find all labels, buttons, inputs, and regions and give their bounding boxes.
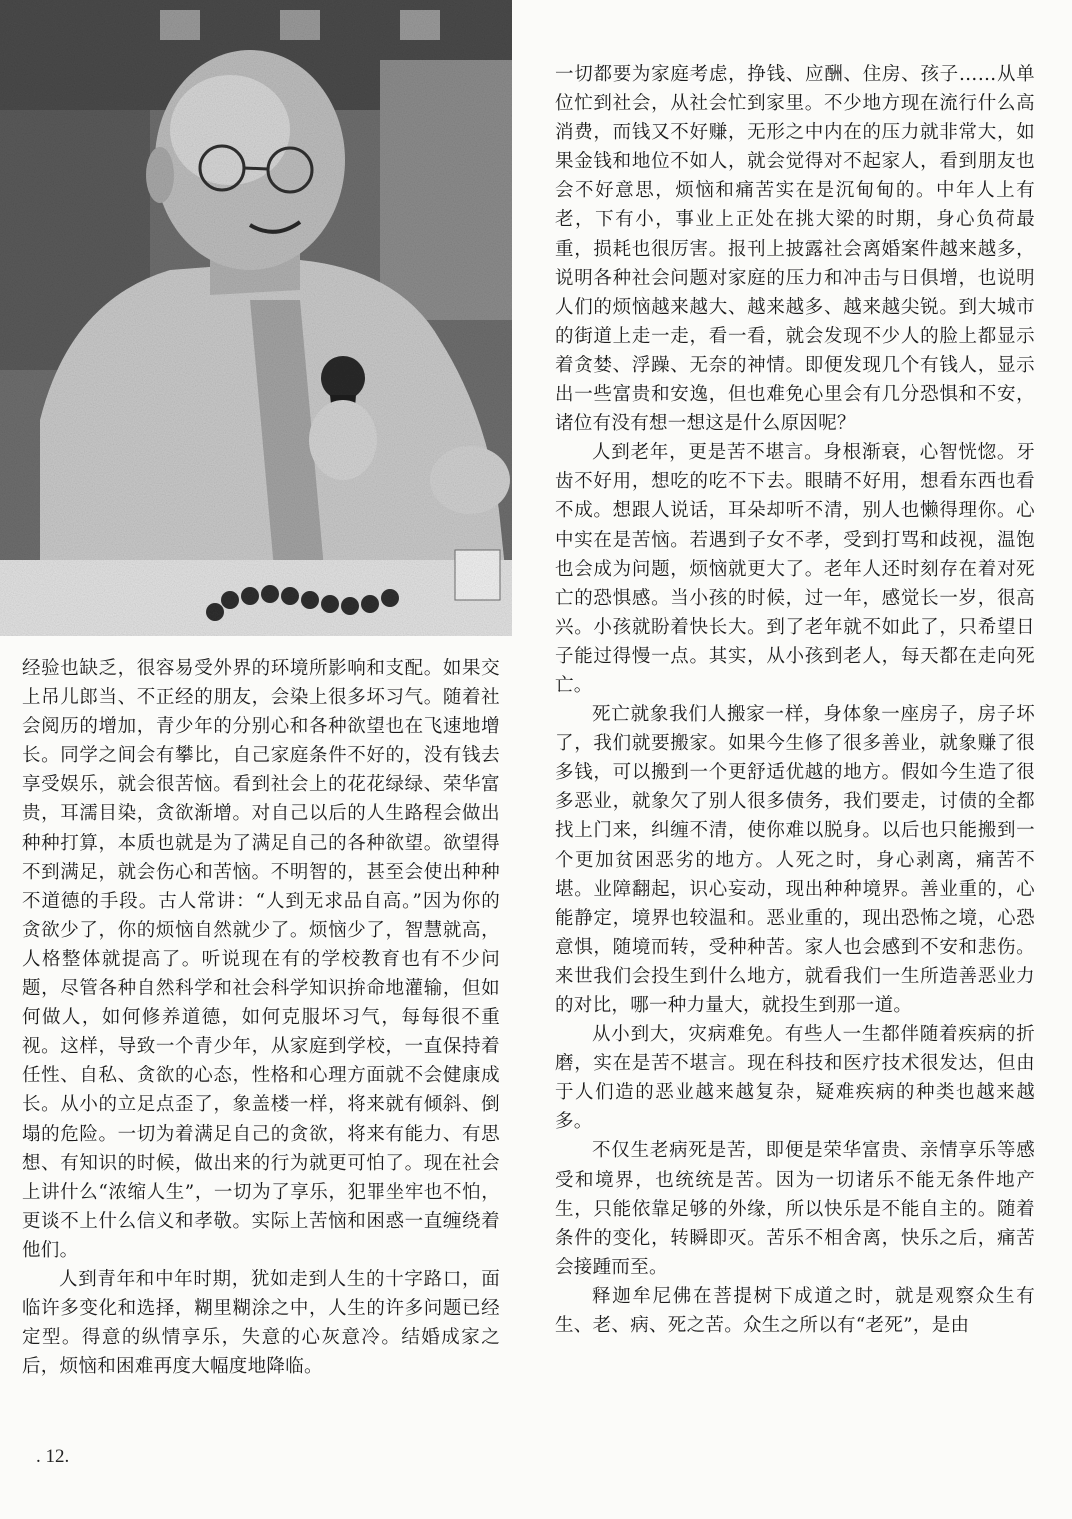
- right-paragraph-5: 不仅生老病死是苦，即便是荣华富贵、亲情享乐等感受和境界，也统统是苦。因为一切诸乐不能无条件地产生，只能依靠足够的外缘，所以快乐是不能自主的。随着条件的变化，转瞬即灭。苦乐不相舍离，快乐之后，痛苦会接踵而至。: [555, 1140, 1035, 1278]
- right-paragraph-4: 从小到大，灾病难免。有些人一生都伴随着疾病的折磨，实在是苦不堪言。现在科技和医疗技术很发达，但由于人们造的恶业越来越复杂，疑难疾病的种类也越来越多。: [555, 1024, 1035, 1133]
- left-column: [22, 654, 500, 1381]
- left-paragraph-2: 人到青年和中年时期，犹如走到人生的十字路口，面临许多变化和选择，糊里糊涂之中，人生的许多问题已经定型。得意的纵情享乐，失意的心灰意冷。结婚成家之后，烦恼和困难再度大幅度地降临。: [22, 1268, 500, 1378]
- right-paragraph-1: 一切都要为家庭考虑，挣钱、应酬、住房、孩子……从单位忙到社会，从社会忙到家里。不少地方现在流行什么高消费，而钱又不好赚，无形之中内在的压力就非常大，如果金钱和地位不如人，就会觉得对不起家人，看到朋友也会不好意思，烦恼和痛苦实在是沉甸甸的。中年人上有老，下有小，事业上正处在挑大梁的时期，身心负荷最重，损耗也很厉害。报刊上披露社会离婚案件越来越多，说明各种社会问题对家庭的压力和冲击与日俱增，也说明人们的烦恼越来越大、越来越多、越来越尖锐。到大城市的街道上走一走，看一看，就会发现不少人的脸上都显示着贪婪、浮躁、无奈的神情。即便发现几个有钱人，显示出一些富贵和安逸，但也难免心里会有几分恐惧和不安，诸位有没有想一想这是什么原因呢？: [555, 64, 1035, 435]
- right-paragraph-6: 释迦牟尼佛在菩提树下成道之时，就是观察众生有生、老、病、死之苦。众生之所以有“老死”，是由: [555, 1285, 1035, 1337]
- right-paragraph-2: 人到老年，更是苦不堪言。身根渐衰，心智恍惚。牙齿不好用，想吃的吃不下去。眼睛不好用，想看东西也看不成。想跟人说话，耳朵却听不清，别人也懒得理你。心中实在是苦恼。若遇到子女不孝，受到打骂和歧视，温饱也会成为问题，烦恼就更大了。老年人还时刻存在着对死亡的恐惧感。当小孩的时候，过一年，感觉长一岁，很高兴。小孩就盼着快长大。到了老年就不如此了，只希望日子能过得慢一点。其实，从小孩到老人，每天都在走向死亡。: [555, 442, 1035, 696]
- right-column: [555, 60, 1035, 1340]
- photo-monk-with-microphone-icon: [0, 0, 512, 636]
- photo: [0, 0, 512, 636]
- right-paragraph-3: 死亡就象我们人搬家一样，身体象一座房子，房子坏了，我们就要搬家。如果今生修了很多善业，就象赚了很多钱，可以搬到一个更舒适优越的地方。假如今生造了很多恶业，就象欠了别人很多债务，我们要走，讨债的全都找上门来，纠缠不清，使你难以脱身。以后也只能搬到一个更加贫困恶劣的地方。人死之时，身心剥离，痛苦不堪。业障翻起，识心妄动，现出种种境界。善业重的，心能静定，境界也较温和。恶业重的，现出恐怖之境，心恐意惧，随境而转，受种种苦。家人也会感到不安和悲伤。来世我们会投生到什么地方，就看我们一生所造善恶业力的对比，哪一种力量大，就投生到那一道。: [555, 704, 1035, 1016]
- page-number: . 12.: [36, 1446, 70, 1467]
- left-paragraph-1: 经验也缺乏，很容易受外界的环境所影响和支配。如果交上吊儿郎当、不正经的朋友，会染上很多坏习气。随着社会阅历的增加，青少年的分别心和各种欲望也在飞速地增长。同学之间会有攀比，自己家庭条件不好的，没有钱去享受娱乐，就会很苦恼。看到社会上的花花绿绿、荣华富贵，耳濡目染，贪欲渐增。对自己以后的人生路程会做出种种打算，本质也就是为了满足自己的各种欲望。欲望得不到满足，就会伤心和苦恼。不明智的，甚至会使出种种不道德的手段。古人常讲：“人到无求品自高。”因为你的贪欲少了，你的烦恼自然就少了。烦恼少了，智慧就高，人格整体就提高了。听说现在有的学校教育也有不少问题，尽管各种自然科学和社会科学知识拚命地灌输，但如何做人，如何修养道德，如何克服坏习气，每每很不重视。这样，导致一个青少年，从家庭到学校，一直保持着任性、自私、贪欲的心态，性格和心理方面就不会健康成长。从小的立足点歪了，象盖楼一样，将来就有倾斜、倒塌的危险。一切为着满足自己的贪欲，将来有能力、有思想、有知识的时候，做出来的行为就更可怕了。现在社会上讲什么“浓缩人生”，一切为了享乐，犯罪坐牢也不怕，更谈不上什么信义和孝敬。实际上苦恼和困惑一直缠绕着他们。: [22, 658, 500, 1261]
